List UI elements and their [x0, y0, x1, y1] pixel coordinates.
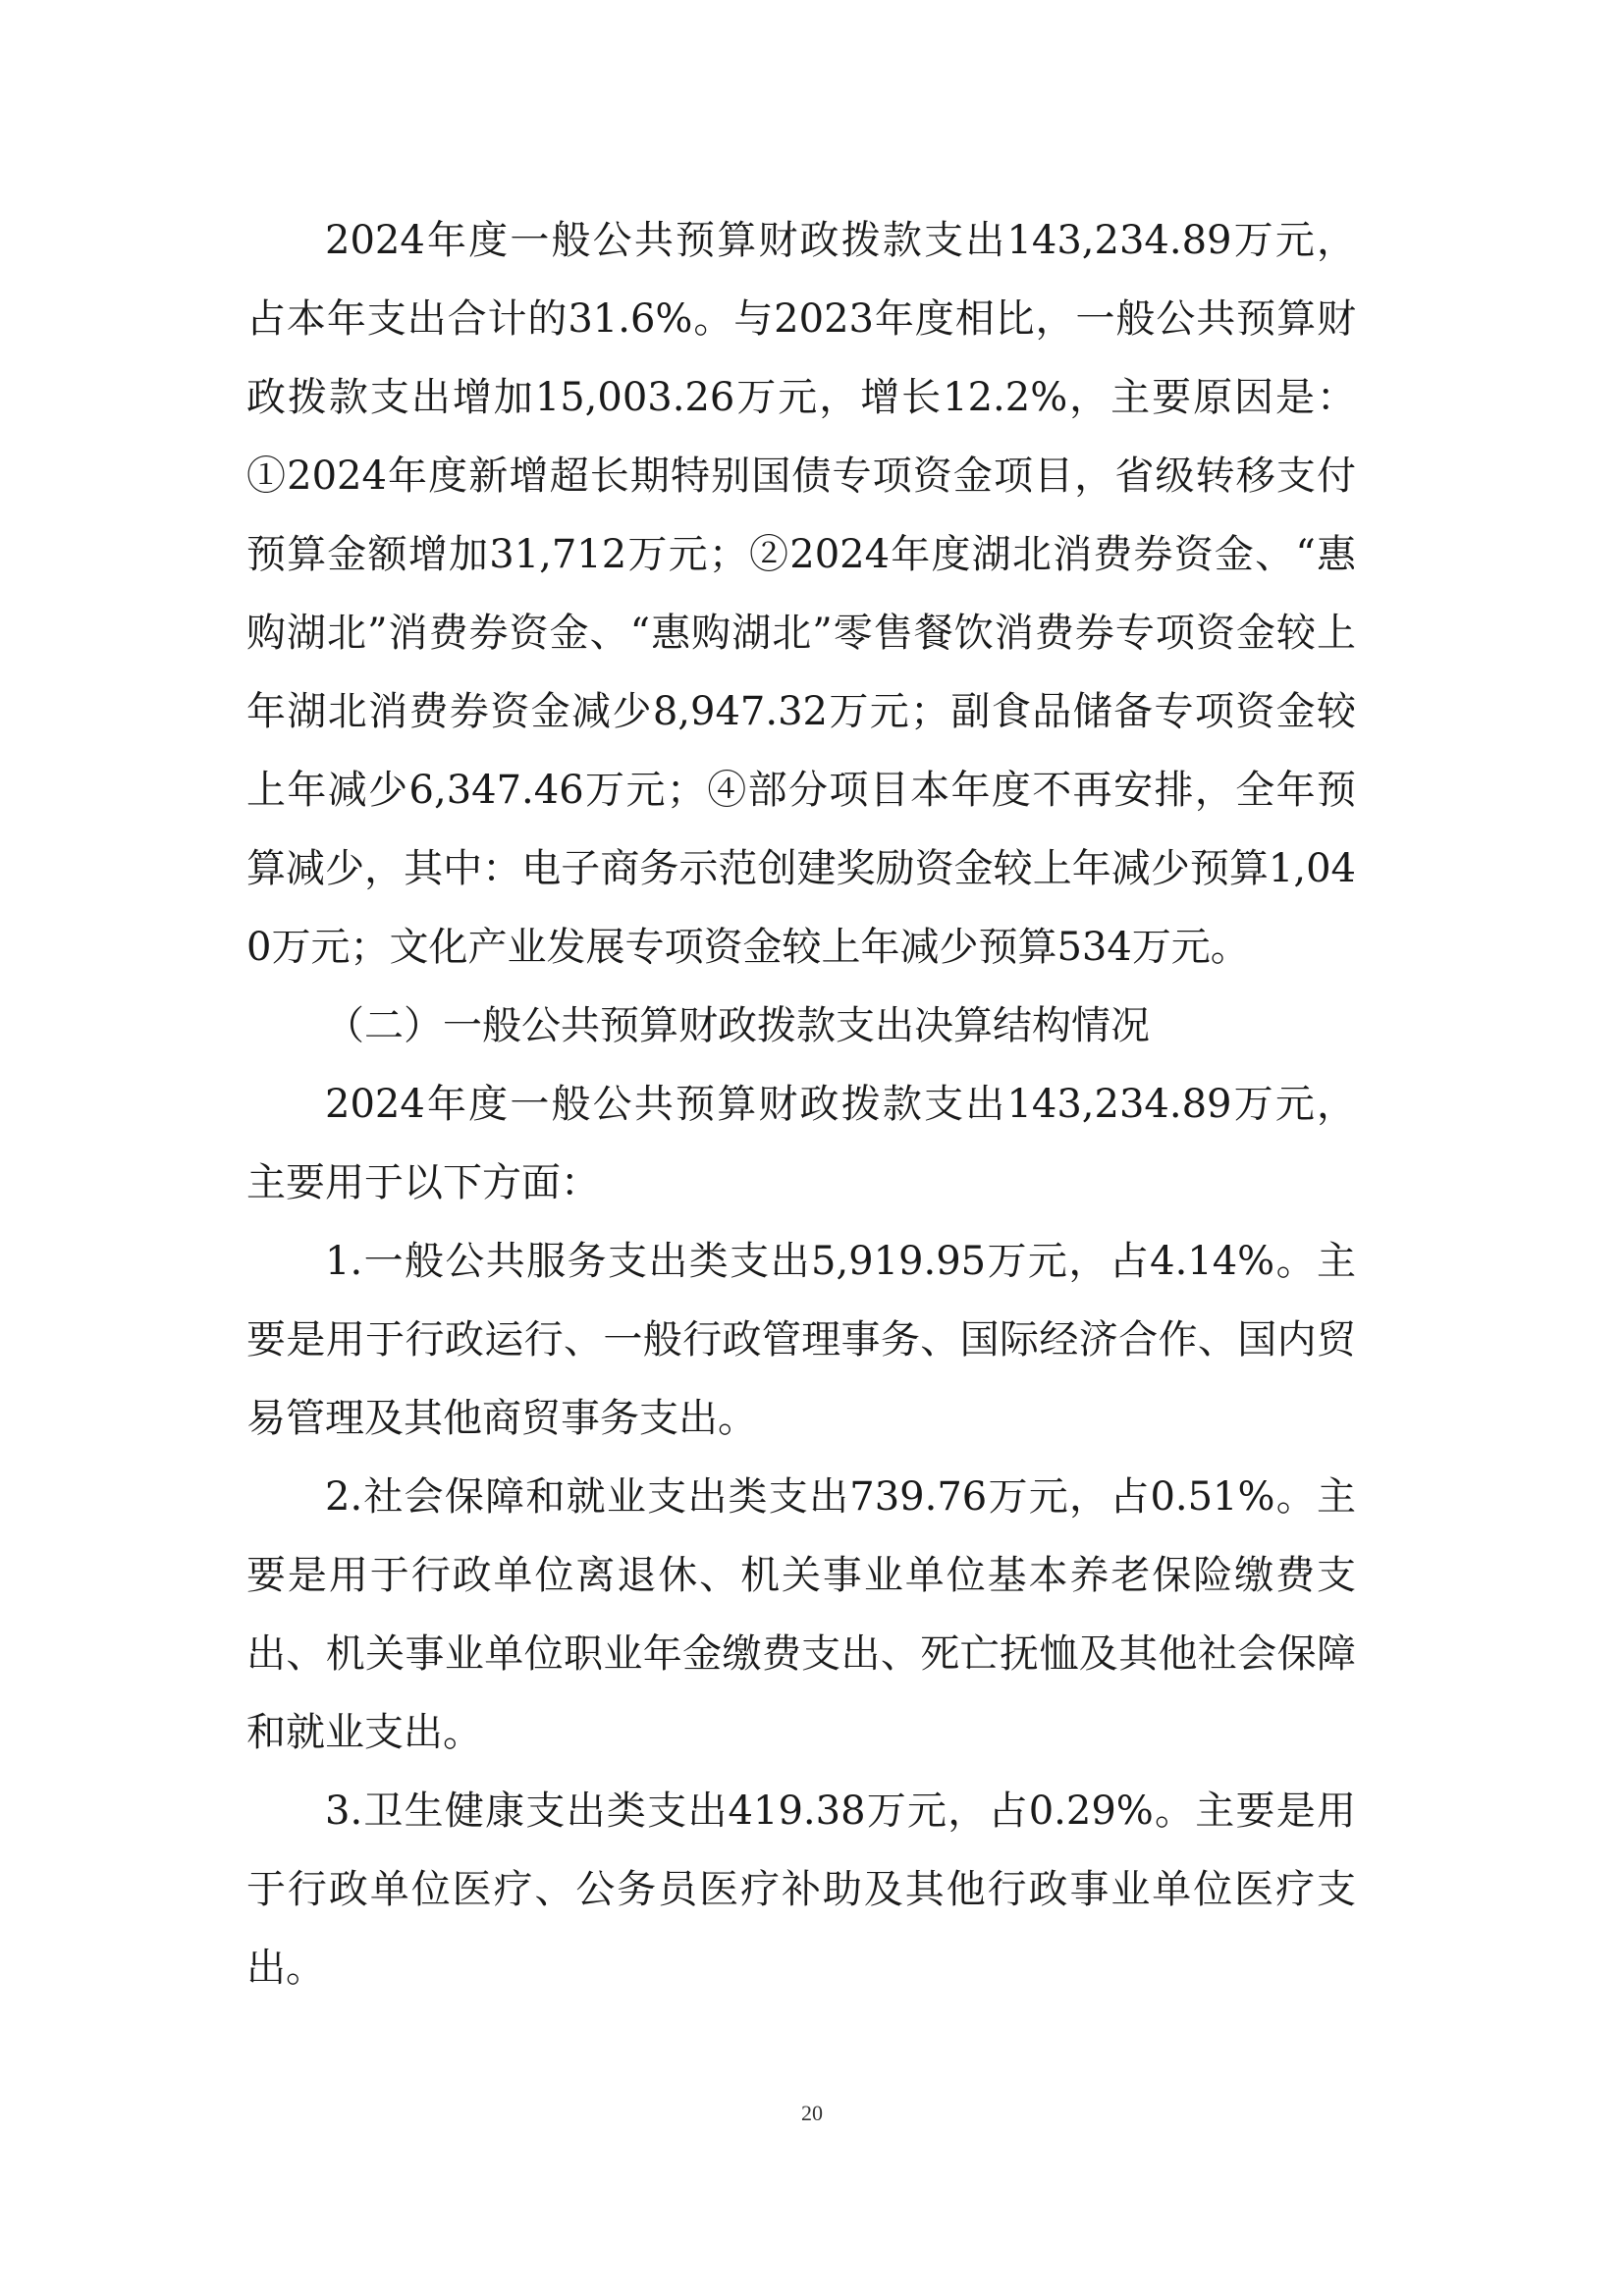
paragraph-general-public-services: 1.一般公共服务支出类支出5,919.95万元，占4.14%。主要是用于行政运行、一般行政管理事务、国际经济合作、国内贸易管理及其他商贸事务支出。: [246, 1239, 1356, 1441]
document-body: [246, 201, 1356, 2007]
section-heading-structure: （二）一般公共预算财政拨款支出决算结构情况: [325, 1003, 1150, 1048]
page-number: 20: [801, 2101, 823, 2125]
paragraph-expenditure-change: 2024年度一般公共预算财政拨款支出143,234.89万元，占本年支出合计的31.6%。与2023年度相比，一般公共预算财政拨款支出增加15,003.26万元，增长12.2%，主要原因是：①2024年度新增超长期特别国债专项资金项目，省级转移支付预算金额增加31,712万元；②2024年度湖北消费券资金、“惠购湖北”消费券资金、“惠购湖北”零售餐饮消费券专项资金较上年湖北消费券资金减少8,947.32万元；副食品储备专项资金较上年减少6,347.46万元；④部分项目本年度不再安排，全年预算减少，其中：电子商务示范创建奖励资金较上年减少预算1,040万元；文化产业发展专项资金较上年减少预算534万元。: [246, 218, 1356, 970]
paragraph-social-security: 2.社会保障和就业支出类支出739.76万元，占0.51%。主要是用于行政单位离退休、机关事业单位基本养老保险缴费支出、机关事业单位职业年金缴费支出、死亡抚恤及其他社会保障和就业支出。: [246, 1474, 1356, 1755]
paragraph-expenditure-uses: 2024年度一般公共预算财政拨款支出143,234.89万元，主要用于以下方面：: [246, 1082, 1356, 1205]
paragraph-health: 3.卫生健康支出类支出419.38万元，占0.29%。主要是用于行政单位医疗、公务员医疗补助及其他行政事业单位医疗支出。: [246, 1789, 1356, 1991]
